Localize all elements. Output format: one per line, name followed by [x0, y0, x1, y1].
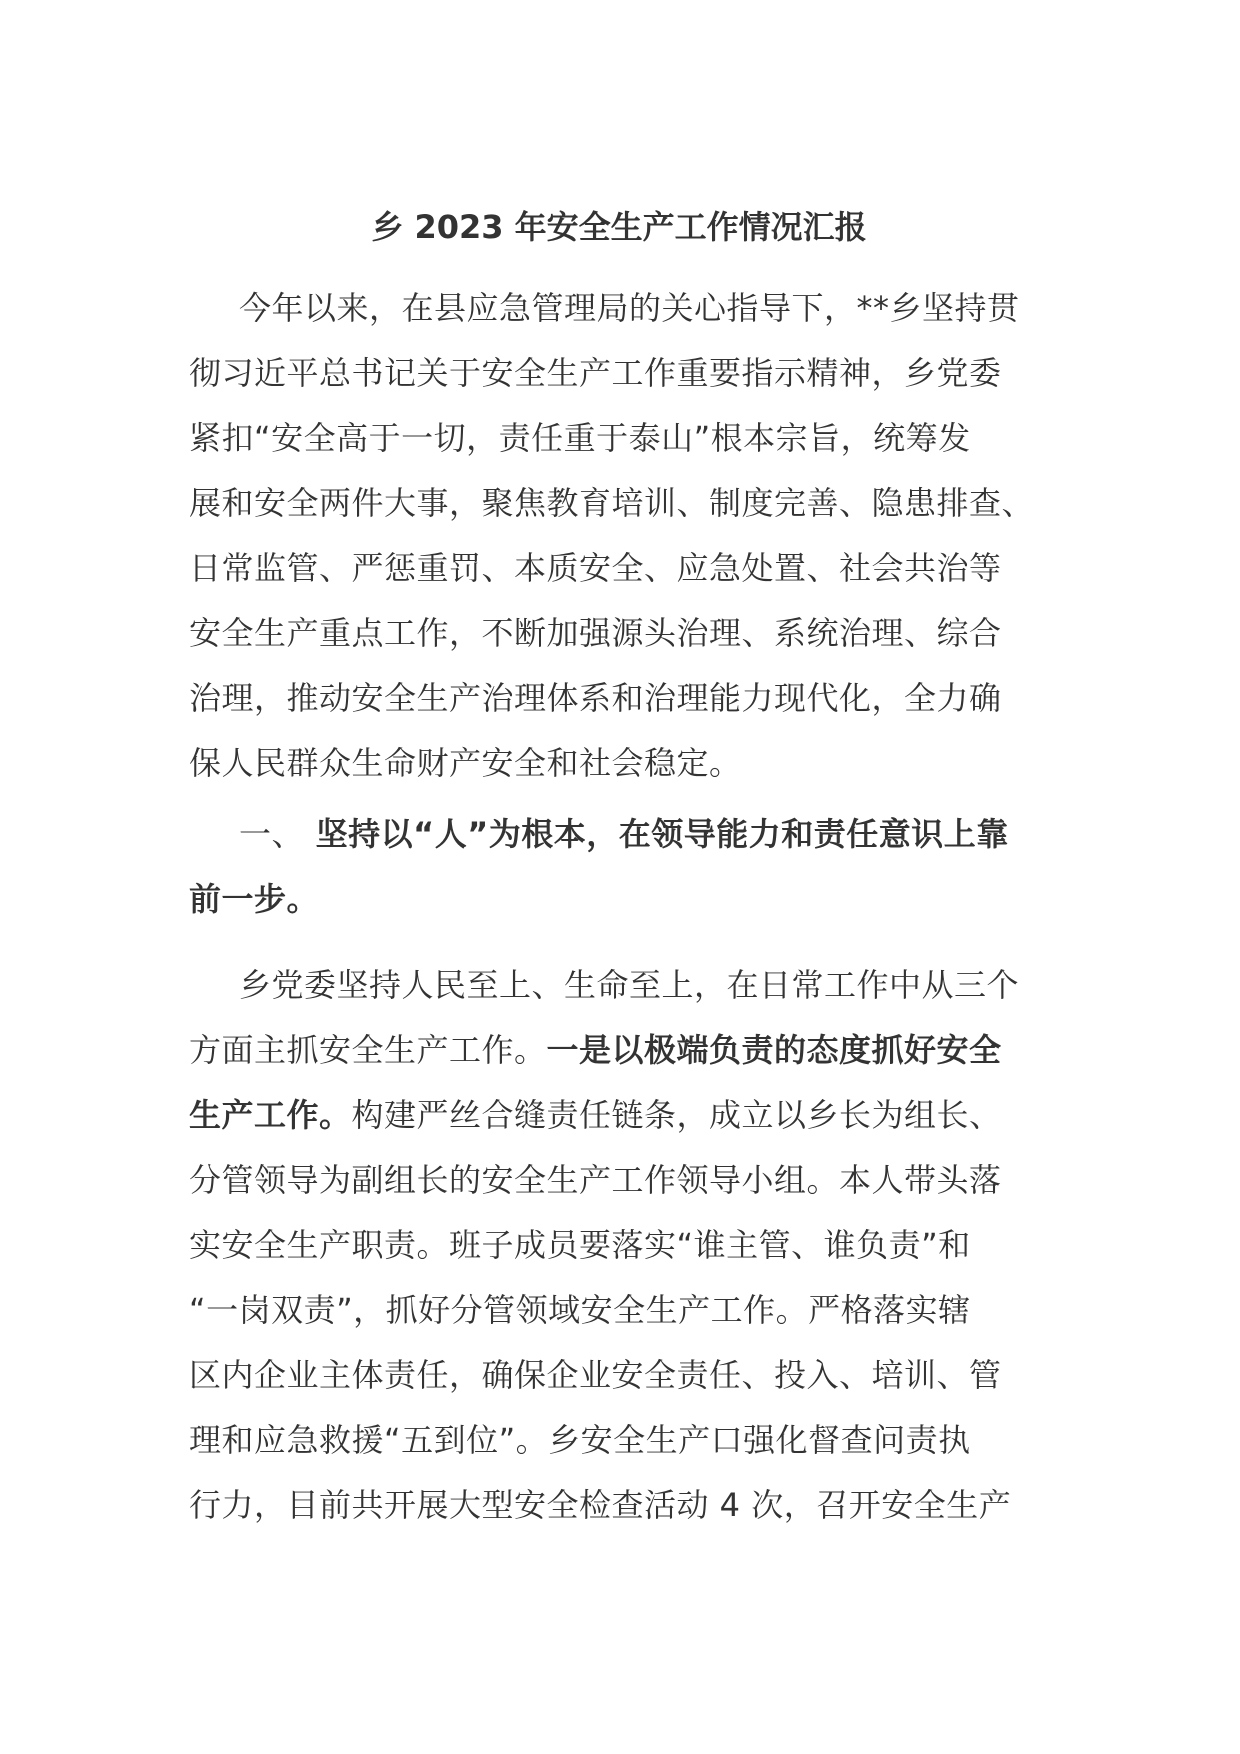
text-line: 日常监管、严惩重罚、本质安全、应急处置、社会共治等: [189, 549, 1002, 587]
text-line: 安全生产重点工作，不断加强源头治理、系统治理、综合: [189, 614, 1002, 652]
text-line: 行力，目前共开展大型安全检查活动 4 次，召开安全生产: [189, 1486, 1012, 1524]
text-line: 紧扣“安全高于一切，责任重于泰山”根本宗旨，统筹发: [189, 419, 971, 457]
text-line: 今年以来，在县应急管理局的关心指导下，**乡坚持贯: [239, 289, 1020, 327]
section-heading: [189, 802, 1049, 932]
text-line: 区内企业主体责任，确保企业安全责任、投入、培训、管: [189, 1356, 1002, 1394]
text-line: 展和安全两件大事，聚焦教育培训、制度完善、隐患排查、: [189, 484, 1035, 522]
bold-emphasis: 生产工作。: [189, 1096, 352, 1134]
document-title: 乡 2023 年安全生产工作情况汇报: [371, 208, 867, 246]
text-line: 乡党委坚持人民至上、生命至上，在日常工作中从三个: [239, 966, 1020, 1004]
bold-emphasis: 一是以极端负责的态度抓好安全: [546, 1031, 1002, 1069]
text-line: 实安全生产职责。班子成员要落实“谁主管、谁负责”和: [189, 1226, 971, 1264]
plain-text: 构建严丝合缝责任链条，成立以乡长为组长、: [351, 1096, 1002, 1134]
section-number: 一、: [239, 815, 305, 853]
plain-text: 方面主抓安全生产工作。: [189, 1031, 547, 1069]
section-heading-line: [189, 802, 1049, 867]
intro-paragraph: [189, 276, 1049, 796]
text-line-mixed: [189, 1018, 1049, 1083]
section-heading-text: 坚持以“人”为根本，在领导能力和责任意识上靠: [315, 815, 1009, 853]
text-line: 治理，推动安全生产治理体系和治理能力现代化，全力确: [189, 679, 1002, 717]
section-paragraph: [189, 953, 1049, 1538]
text-line: 保人民群众生命财产安全和社会稳定。: [189, 744, 742, 782]
text-line: 理和应急救援“五到位”。乡安全生产口强化督查问责执: [189, 1421, 971, 1459]
text-line: 分管领导为副组长的安全生产工作领导小组。本人带头落: [189, 1161, 1002, 1199]
text-line: 彻习近平总书记关于安全生产工作重要指示精神，乡党委: [189, 354, 1002, 392]
text-line: “一岗双责”，抓好分管领域安全生产工作。严格落实辖: [189, 1291, 971, 1329]
text-line-mixed: [189, 1083, 1049, 1148]
section-heading-line: 前一步。: [189, 880, 320, 918]
